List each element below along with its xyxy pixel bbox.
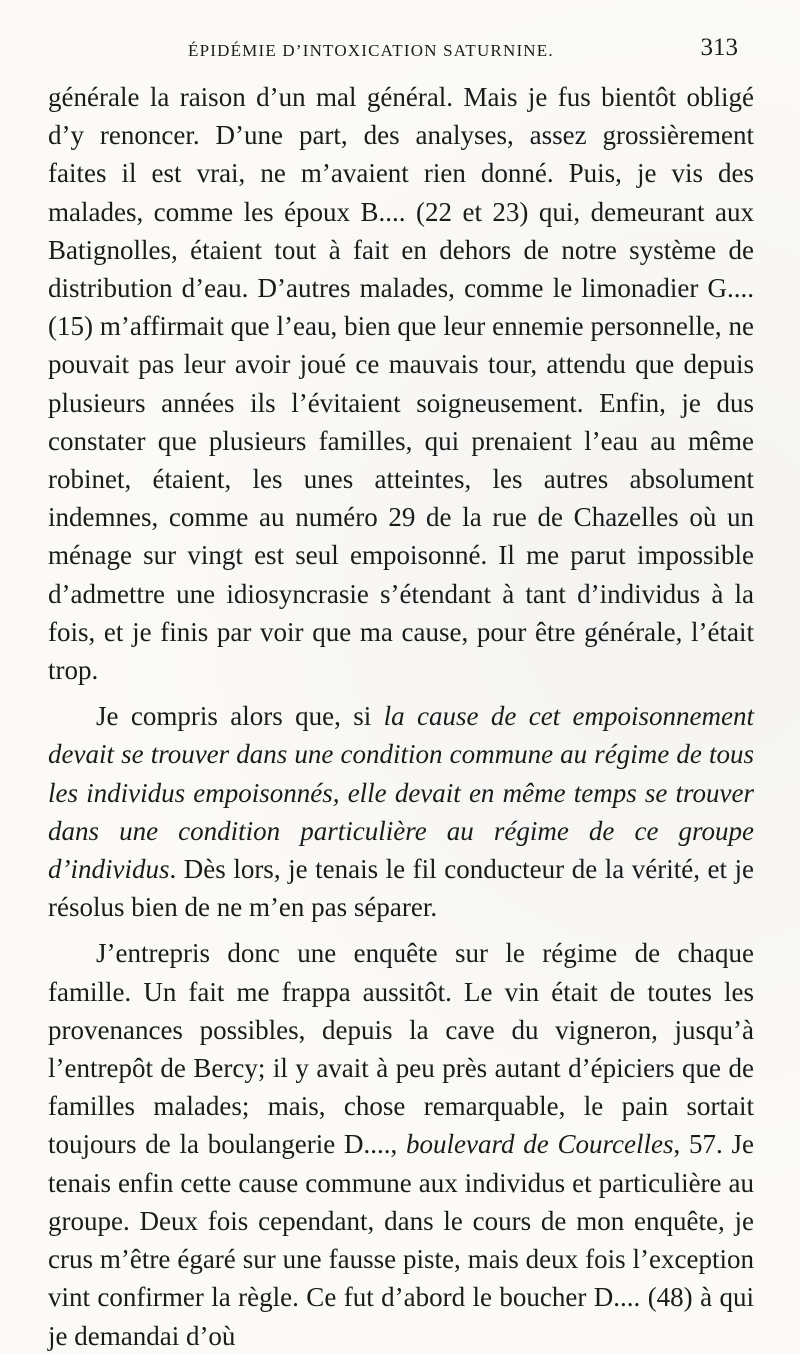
text-segment: générale la raison d’un mal général. Mais je fus bientôt obligé d’y renoncer. D’une part, des analyses, assez grossièrement faites il est vrai, ne m’avaient rien donné. Puis, je vis des malades, comme les époux B.... (22 et 23) qui, demeurant aux Batignolles, étaient tout à fait en dehors de notre système de distribution d’eau. D’autres malades, comme le limonadier G.... (15) m’affirmait que l’eau, bien que leur ennemie personnelle, ne pouvait pas leur avoir joué ce mauvais tour, attendu que depuis plusieurs années ils l’évitaient soigneusement. Enfin, je dus constater que plusieurs familles, qui prenaient l’eau au même robinet, étaient, les unes atteintes, les autres absolument indemnes, comme au numéro 29 de la rue de Chazelles où un ménage sur vingt est seul empoisonné. Il me parut impossible d’admettre une idiosyncrasie s’étendant à tant d’individus à la fois, et je finis par voir que ma cause, pour être générale, l’était trop. [48,82,754,686]
italic-address: boulevard de Courcelles [406,1129,674,1160]
italic-emphasis: la cause de cet empoisonnement devait se trouver dans une condition commune au régime de tous les individus empoisonnés, elle devait en même temps se trouver dans une condition particulière au régime de ce groupe d’individus [48,701,755,885]
paragraph-3 [48,934,754,1354]
running-title: ÉPIDÉMIE D’INTOXICATION SATURNINE. [188,41,554,60]
paragraph-1 [48,78,754,689]
running-head [0,34,800,74]
text-segment: J’entrepris donc une enquête sur le régime de chaque famille. Un fait me frappa aussitôt. Le vin était de toutes les provenances possibles, depuis la cave du vigneron, jusqu’à l’entrepôt de Bercy; il y avait à peu près autant d’épiciers que de familles malades; mais, chose remarquable, le pain sortait toujours de la boulangerie D...., [48,938,754,1160]
text-segment: Je compris alors que, si [96,701,384,732]
paragraph-2 [48,697,754,926]
page-number: 313 [700,34,738,61]
body-text [48,78,754,1355]
text-segment: . Dès lors, je tenais le fil conducteur de la vérité, et je résolus bien de ne m’en pas séparer. [48,854,754,923]
text-segment: , 57. Je tenais enfin cette cause commune aux individus et particulière au groupe. Deux fois cependant, dans le cours de mon enquête, je crus m’être égaré sur une fausse piste, mais deux fois l’exception vint confirmer la règle. Ce fut d’abord le boucher D.... (48) à qui je demandai d’où [48,1129,754,1351]
